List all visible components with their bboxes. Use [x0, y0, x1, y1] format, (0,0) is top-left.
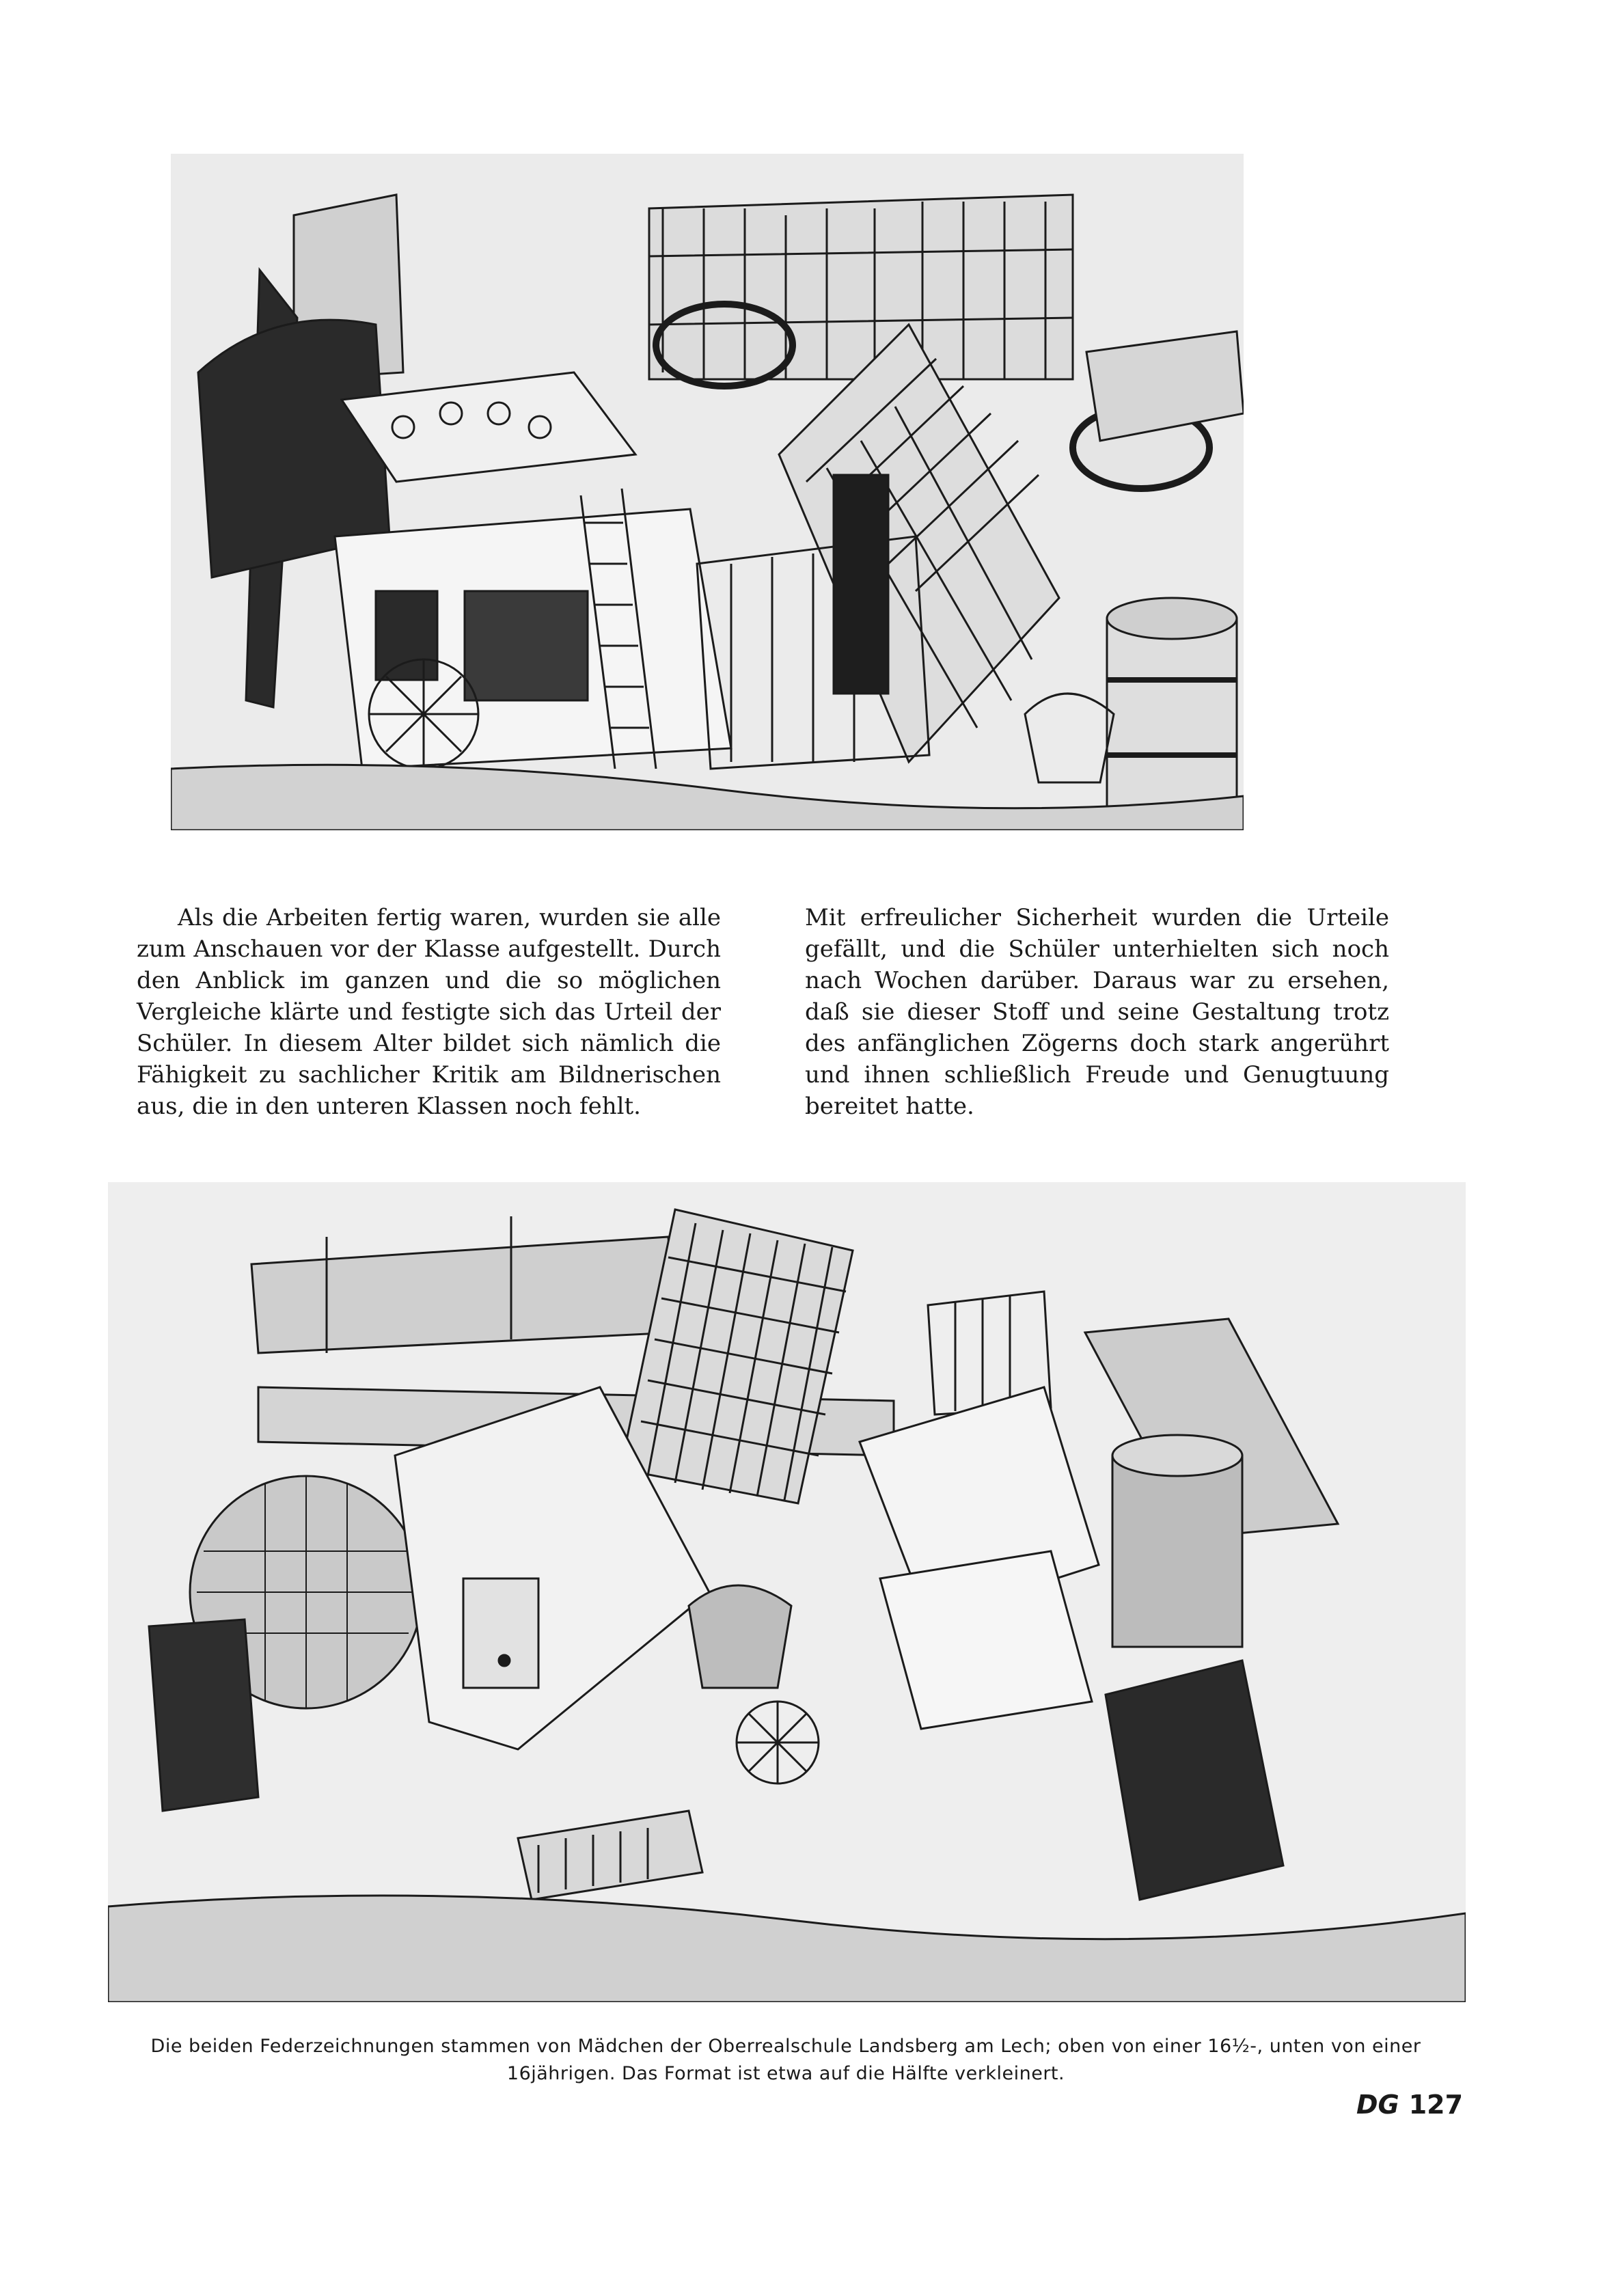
top-drawing-art [171, 154, 1244, 830]
top-pen-drawing [171, 154, 1244, 830]
bottom-drawing-art [108, 1182, 1466, 2002]
article-column-left: Als die Arbeiten fertig waren, wurden sie alle zum Anschauen vor der Klasse aufgestellt. Durch den Anblick im ganzen und die so möglichen Vergleiche klärte und festigte sich das Urteil der Schüler. In diesem Alter bildet sich nämlich die Fähigkeit zu sachlicher Kritik am Bildnerischen aus, die in den unteren Klassen noch fehlt. [137, 904, 721, 1120]
magazine-abbreviation: DG [1356, 2090, 1399, 2120]
article-column-right: Mit erfreulicher Sicherheit wurden die Urteile gefällt, und die Schüler unterhielten sich noch nach Wochen darüber. Daraus war zu ersehen, daß sie dieser Stoff und seine Gestaltung trotz des anfänglichen Zögerns doch stark angerührt und ihnen schließlich Freude und Genugtuung bereitet hatte. [805, 904, 1389, 1120]
page-number: 127 [1408, 2090, 1464, 2120]
page-folio [1356, 2090, 1463, 2120]
bottom-pen-drawing [108, 1182, 1466, 2002]
figure-caption: Die beiden Federzeichnungen stammen von Mädchen der Oberrealschule Landsberg am Lech; oben von einer 16½-, unten von einer 16jährigen. Das Format ist etwa auf die Hälfte verkleinert. [150, 2036, 1421, 2084]
